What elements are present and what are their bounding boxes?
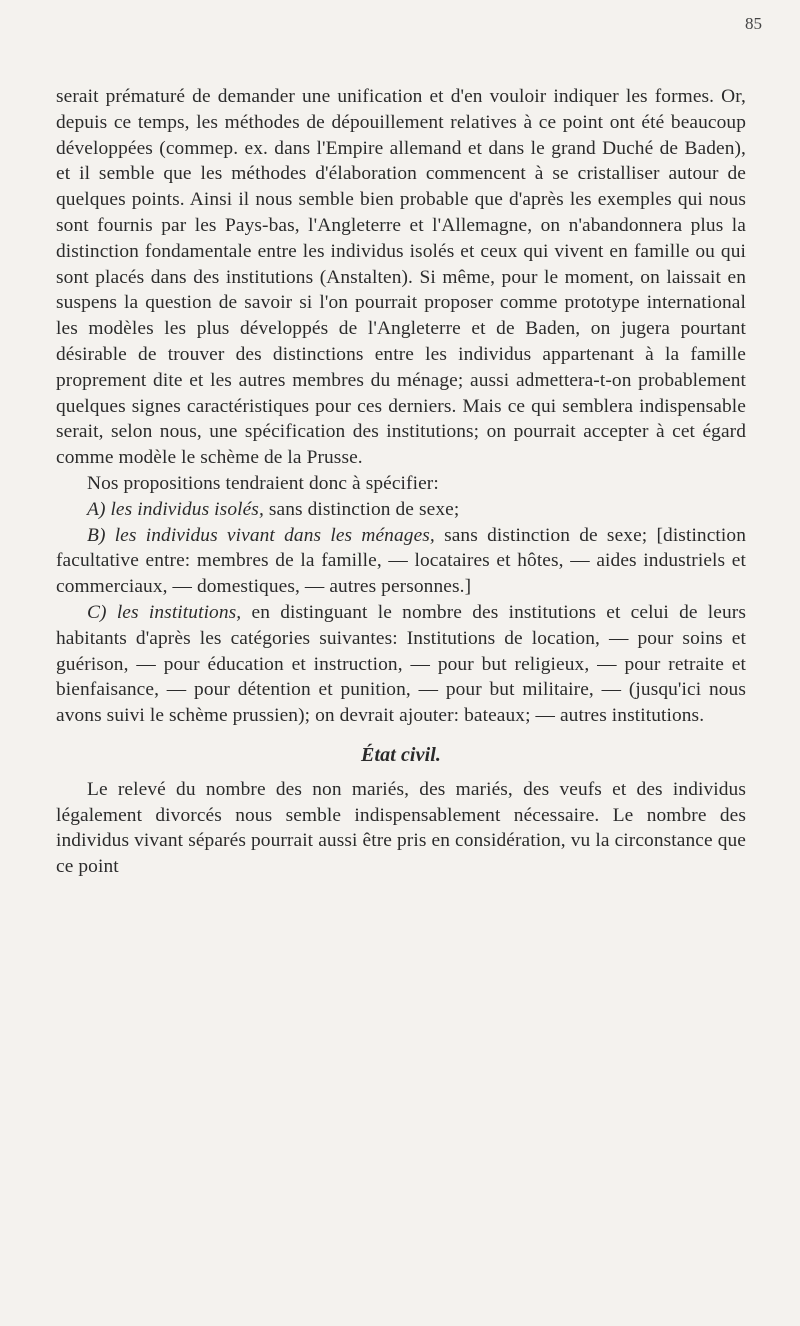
paragraph-etat-civil: Le relevé du nombre des non mariés, des mariés, des veufs et des individus légalement divorcés nous semble indispensablement nécessaire. Le nombre des individus vivant séparés pourrait aussi être pris en considération, vu la circonstance que ce point — [56, 778, 746, 878]
list-item-b-text: sans distinction de sexe; [distinction facultative entre: membres de la famille, — locataires et hôtes, — aides industriels et commerciaux, — domestiques, — autres personnes.] — [56, 524, 746, 598]
list-item-a — [56, 497, 746, 523]
page-number: 85 — [745, 14, 762, 33]
list-item-c-text: en distinguant le nombre des institutions et celui de leurs habitants d'après les catégories suivantes: Institutions de location, — pour soins et guérison, — pour éducation et instruction, — pour but religieux, — pour retraite et bienfaisance, — pour détention et punition, — pour but militaire, — (jusqu'ici nous avons suivi le schème prussien); on devrait ajouter: bateaux; — autres institutions. — [56, 601, 747, 727]
list-item-c-label: C) les institutions, — [87, 601, 242, 623]
paragraph-propositions: Nos propositions tendraient donc à spécifier: — [87, 472, 439, 494]
document-body — [56, 84, 746, 880]
list-item-a-text: sans distinction de sexe; — [263, 498, 460, 520]
paragraph-intro: serait prématuré de demander une unification et d'en vouloir indiquer les formes. Or, depuis ce temps, les méthodes de dépouillement relatives à ce point ont été beaucoup développées (commep. ex. dans l'Empire allemand et dans le grand Duché de Baden), et il semble que les méthodes d'élaboration commencent à se cristalliser autour de quelques points. Ainsi il nous semble bien probable que d'après les exemples qui nous sont fournis par les Pays-bas, l'Angleterre et l'Allemagne, on n'abandonnera plus la distinction fondamentale entre les individus isolés et ceux qui vivent en famille ou qui sont placés dans des institutions (Anstalten). Si même, pour le moment, on laissait en suspens la question de savoir si l'on pourrait proposer comme prototype international les modèles les plus développés de l'Angleterre et de Baden, on jugera pourtant désirable de trouver des distinctions entre les individus appartenant à la famille proprement dite et les autres membres du ménage; aussi admettera-t-on probablement quelques signes caractéristiques pour ces derniers. Mais ce qui semblera indispensable serait, selon nous, une spécification des institutions; on pourrait accepter à cet égard comme modèle le schème de la Prusse. — [56, 86, 746, 469]
list-item-a-label: A) les individus isolés, — [87, 498, 264, 520]
list-item-b-label: B) les individus vivant dans les ménages, — [87, 524, 435, 546]
section-heading: État civil. — [361, 743, 441, 766]
list-item-c — [56, 600, 746, 729]
list-item-b — [56, 523, 746, 600]
